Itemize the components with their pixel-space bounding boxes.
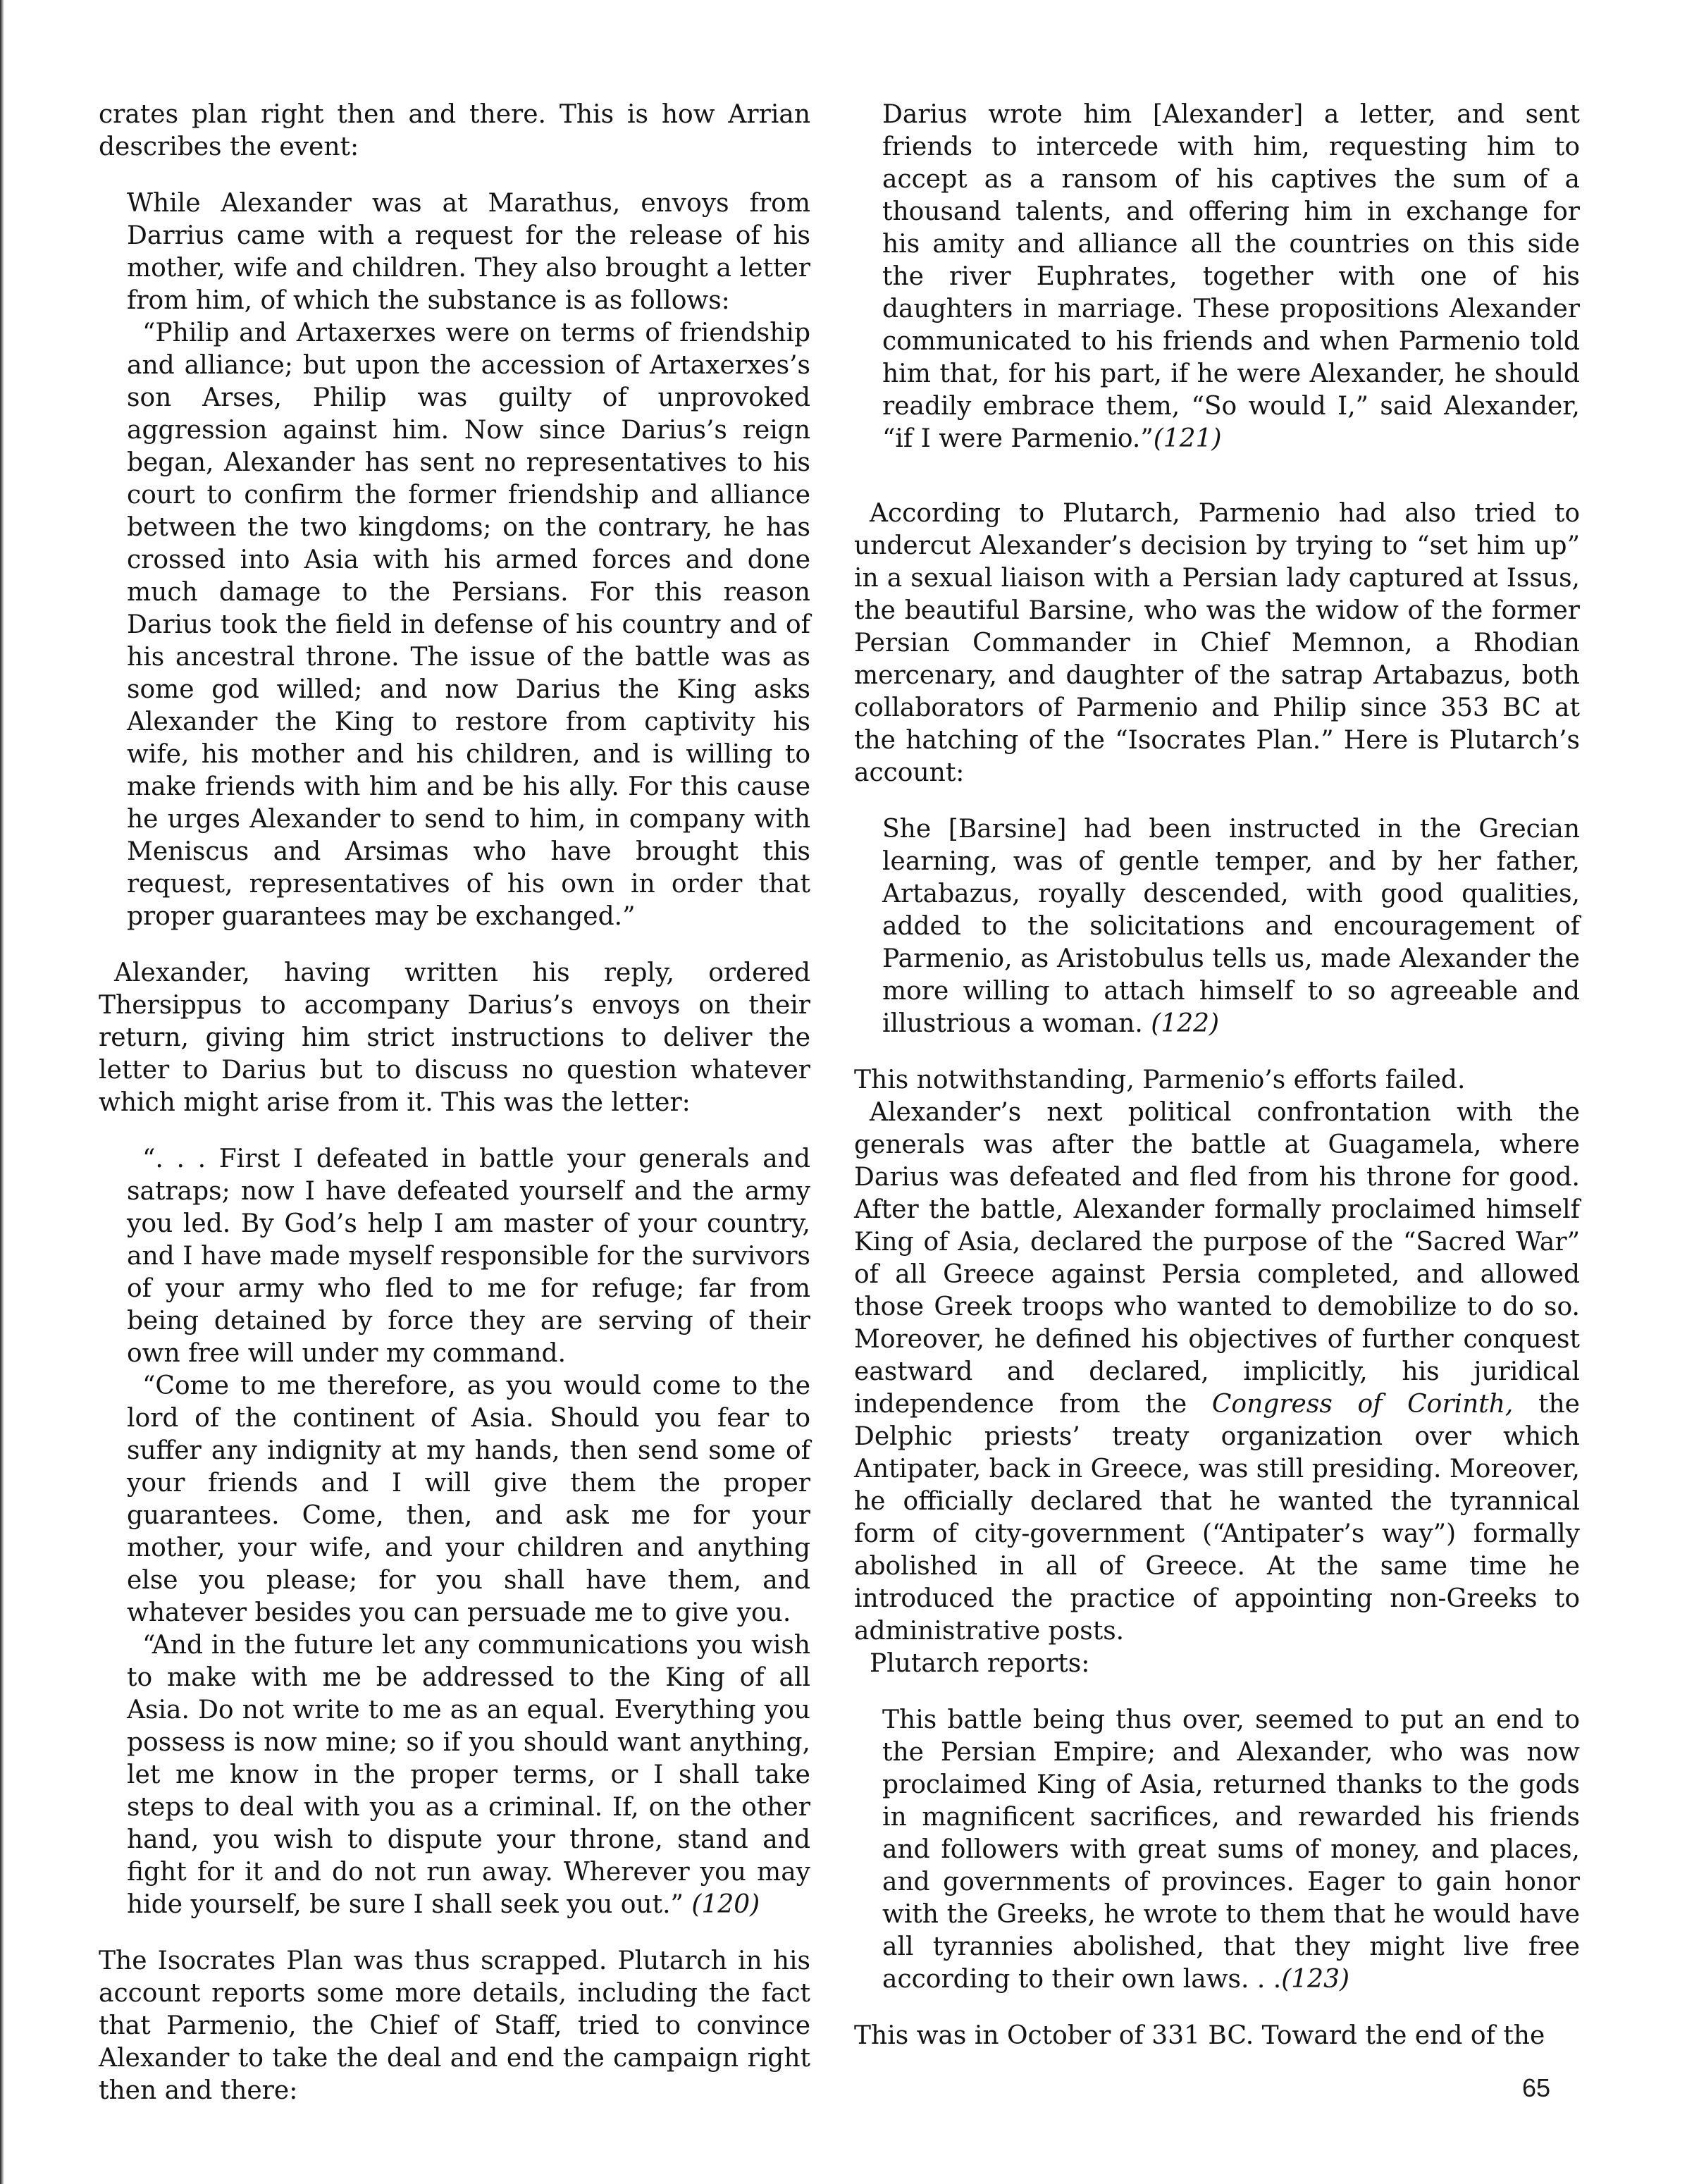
quote-battle-over-block xyxy=(882,1704,1580,1996)
quote-letter-part-3-text: “And in the future let any communications you wish to make with me be addressed to the King of all Asia. Do not write to me as an equal. Everything you possess is now mine; so if you should want anything, let me know in the proper terms, or I shall take steps to deal with you as a criminal. If, on the other hand, you wish to dispute your throne, stand and fight for it and do not run away. Wherever you may hide yourself, be sure I shall seek you out.” xyxy=(127,1631,810,1919)
paragraph-efforts-failed: This notwithstanding, Parmenio’s efforts failed. xyxy=(854,1066,1466,1094)
blockquote-darius-ransom xyxy=(854,99,1580,455)
paragraph-guagamela xyxy=(854,1097,1580,1648)
quote-letter-part-3 xyxy=(127,1629,810,1921)
paragraph-isocrates-plan-scrapped: The Isocrates Plan was thus scrapped. Plutarch in his account reports some more details, including the fact that Parmenio, the Chief of Staff, tried to convince Alexander to take the deal and end the campaign right then and there: xyxy=(99,1947,810,2105)
blockquote-darius-letter xyxy=(99,187,810,933)
quote-letter-part-2: “Come to me therefore, as you would come to the lord of the continent of Asia. Should you fear to suffer any indignity at my hands, then send some of your friends and I will give them the proper guarantees. Come, then, and ask me for your mother, your wife, and your children and anything else you please; for you shall have them, and whatever besides you can persuade me to give you. xyxy=(127,1371,810,1627)
quote-barsine-block xyxy=(882,813,1580,1040)
citation-123: (123) xyxy=(1281,1965,1350,1994)
paragraph-october-331: This was in October of 331 BC. Toward the end of the xyxy=(854,2021,1545,2050)
quote-darius-ransom-block xyxy=(882,99,1580,455)
paragraph-plutarch-reports: Plutarch reports: xyxy=(870,1649,1090,1678)
quote-barsine-text: She [Barsine] had been instructed in the Grecian learning, was of gentle temper, and by her father, Artabazus, royally descended, with good qualities, added to the solicitations and encouragement of Parmenio, as Aristobulus tells us, made Alexander the more willing to attach himself to so agreeable and illustrious a woman. xyxy=(882,815,1580,1038)
quote-intro-text: While Alexander was at Marathus, envoys from Darrius came with a request for the release of his mother, wife and children. They also brought a letter from him, of which the substance is as follows: xyxy=(127,189,810,315)
paragraph-guagamela-part-1: Alexander’s next political confrontation with the generals was after the battle at Guagamela, where Darius was defeated and fled from his throne for good. After the battle, Alexander formally proclaimed himself King of Asia, declared the purpose of the “Sacred War” of all Greece against Persia completed, and allowed those Greek troops who wanted to demobilize to do so. Moreover, he defined his objectives of further conquest eastward and declared, implicitly, his juridical independence from the xyxy=(854,1098,1580,1419)
blockquote-barsine xyxy=(854,813,1580,1040)
paragraph-parmenio-barsine: According to Plutarch, Parmenio had also tried to undercut Alexander’s decision by trying to “set him up” in a sexual liaison with a Persian lady captured at Issus, the beautiful Barsine, who was the widow of the former Persian Commander in Chief Memnon, a Rhodian mercenary, and daughter of the satrap Artabazus, both collaborators of Parmenio and Philip since 353 BC at the hatching of the “Isocrates Plan.” Here is Plutarch’s account: xyxy=(854,499,1580,787)
right-column xyxy=(854,99,1580,2052)
quote-darius-ransom-text: Darius wrote him [Alexander] a letter, and sent friends to intercede with him, requesting him to accept as a ransom of his captives the sum of a thousand talents, and offering him in exchange for his amity and alliance all the countries on this side the river Euphrates, together with one of his daughters in marriage. These propositions Alexander communicated to his friends and when Parmenio told him that, for his part, if he were Alexander, he should readily embrace them, “So would I,” said Alexander, “if I were Parmenio.” xyxy=(882,100,1580,453)
paragraph-alexander-reply: Alexander, having written his reply, ordered Thersippus to accompany Darius’s envoys on their return, giving him strict instructions to deliver the letter to Darius but to discuss no question whatever which might arise from it. This was the letter: xyxy=(99,958,810,1117)
quote-darius-letter-text: “Philip and Artaxerxes were on terms of friendship and alliance; but upon the accession of Artaxerxes’s son Arses, Philip was guilty of unprovoked aggression against him. Now since Darius’s reign began, Alexander has sent no representatives to his court to confirm the former friendship and alliance between the two kingdoms; on the contrary, he has crossed into Asia with his armed forces and done much damage to the Persians. For this reason Darius took the field in defense of his country and of his ancestral throne. The issue of the battle was as some god willed; and now Darius the King asks Alexander the King to restore from captivity his wife, his mother and his children, and is willing to make friends with him and be his ally. For this cause he urges Alexander to send to him, in company with Meniscus and Arsimas who have brought this request, representatives of his own in order that proper guarantees may be exchanged.” xyxy=(127,319,810,931)
congress-of-corinth-italic: Congress of Corinth, xyxy=(1211,1390,1514,1419)
left-column xyxy=(99,99,810,2107)
quote-battle-over-text: This battle being thus over, seemed to put an end to the Persian Empire; and Alexander, who was now proclaimed King of Asia, returned thanks to the gods in magnificent sacrifices, and rewarded his friends and followers with great sums of money, and places, and governments of provinces. Eager to gain honor with the Greeks, he wrote to them that he would have all tyrannies abolished, that they might live free according to their own laws. . . xyxy=(882,1705,1580,1994)
citation-121: (121) xyxy=(1153,424,1222,453)
citation-120: (120) xyxy=(691,1890,760,1919)
paragraph-guagamela-part-2: the Delphic priests’ treaty organization over which Antipater, back in Greece, was still presiding. Moreover, he officially declared that he wanted the tyrannical form of city-government (“Antipater’s way”) formally abolished in all of Greece. At the same time he introduced the practice of appointing non-Greeks to administrative posts. xyxy=(854,1390,1580,1646)
scan-binding-edge xyxy=(0,0,4,2184)
citation-122: (122) xyxy=(1151,1009,1220,1038)
blockquote-alexander-letter xyxy=(99,1143,810,1921)
paragraph-arrian-intro: crates plan right then and there. This is how Arrian describes the event: xyxy=(99,100,810,161)
quote-letter-part-1: “. . . First I defeated in battle your generals and satraps; now I have defeated yourself and the army you led. By God’s help I am master of your country, and I have made myself responsible for the survivors of your army who fled to me for refuge; far from being detained by force they are serving of their own free will under my command. xyxy=(127,1145,810,1368)
page-number: 65 xyxy=(1522,2073,1551,2102)
blockquote-battle-over xyxy=(854,1704,1580,1996)
